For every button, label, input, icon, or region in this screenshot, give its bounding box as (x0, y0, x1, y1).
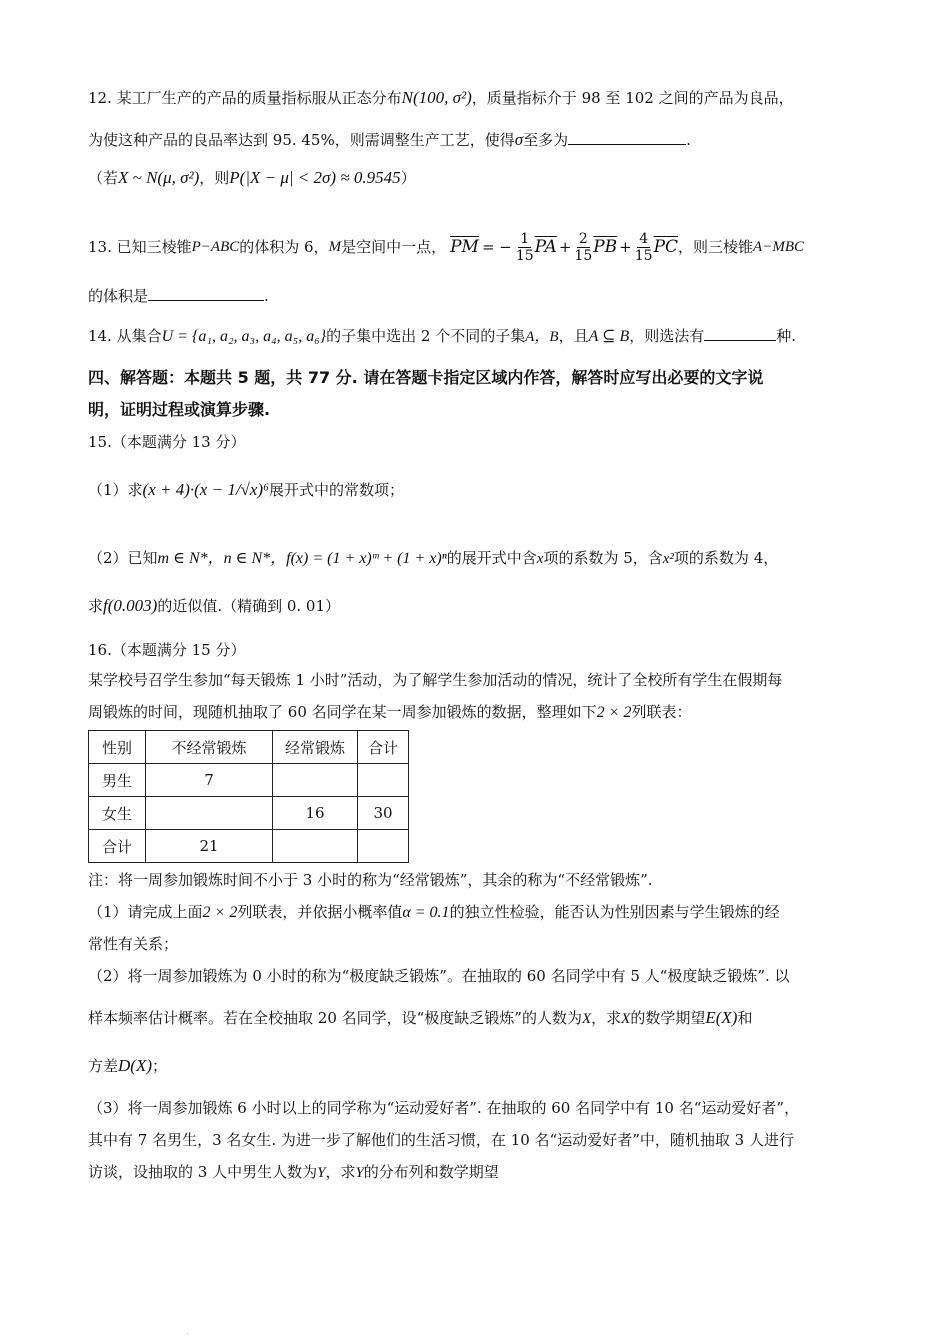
q15-p1-text-b: 展开式中的常数项； (268, 481, 404, 499)
q13-plus-1: + (558, 238, 572, 256)
table-cell: 7 (146, 764, 273, 797)
q13-pabc: P−ABC (191, 239, 240, 255)
q13-f1-den: 15 (515, 247, 534, 264)
q13-vector-pa: $\overline{PA}$ (534, 237, 557, 257)
q15-part1 (88, 480, 404, 500)
q12-hint-b: ，则 (199, 169, 230, 187)
q16-p3-text-b: ，求 (325, 1163, 356, 1181)
q12-hint-a: （若 (88, 169, 119, 187)
q16-p1-text-c: 的独立性检验，能否认为性别因素与学生锻炼的经 (449, 903, 780, 921)
q16-p2-variance: D(X) (118, 1056, 152, 1075)
footer-mark: · (186, 1330, 189, 1339)
q16-p1-alpha: α = 0.1 (402, 904, 450, 921)
table-header-cell: 不经常锻炼 (146, 731, 273, 764)
q16-part3-line3 (88, 1162, 499, 1183)
q14-text-a: 14. 从集合 (88, 327, 162, 345)
q15-p1-text-a: （1）求 (88, 481, 143, 499)
q13-fraction-3 (635, 231, 653, 264)
q13-m: M (328, 239, 342, 255)
contingency-table (88, 730, 409, 863)
q12-text-c: 为使这种产品的良品率达到 95. 45%，则需调整生产工艺，使得 (88, 131, 515, 149)
q16-p3-y: Y (317, 1165, 326, 1181)
q16-p2-text-c: 的数学期望 (630, 1009, 706, 1027)
q13-text-d: ，则三棱锥 (678, 238, 754, 256)
q16-p2-x2: X (621, 1011, 631, 1027)
section4-title-line1: 四、解答题：本题共 5 题，共 77 分. 请在答题卡指定区域内作答，解答时应写出必要的文字说 (88, 368, 764, 387)
q16-intro-line2 (88, 702, 691, 723)
q13-fraction-1 (516, 231, 534, 264)
table-header-cell: 性别 (89, 731, 146, 764)
table-cell: 合计 (89, 830, 146, 863)
q14-line (88, 326, 796, 347)
q16-part2-line3 (88, 1056, 167, 1076)
q15-p2-text-c: 项的系数为 5，含 (543, 549, 663, 567)
q12-period: . (686, 131, 691, 149)
q16-intro-line1: 某学校号召学生参加“每天锻炼 1 小时”活动，为了解学生参加活动的情况，统计了全校所有学生在假期每 (88, 671, 783, 689)
q15-part2 (88, 548, 778, 569)
q15-heading: 15.（本题满分 13 分） (88, 433, 246, 451)
q16-p2-text-a: 样本频率估计概率。若在全校抽取 20 名同学，设“极度缺乏锻炼”的人数为 (88, 1009, 582, 1027)
q16-p2-text-b: ，求 (591, 1009, 622, 1027)
q16-part2-line1: （2）将一周参加锻炼为 0 小时的称为“极度缺乏锻炼”。在抽取的 60 名同学中有 5 人“极度缺乏锻炼”. 以 (88, 967, 790, 985)
q12-hint (88, 168, 416, 188)
q16-p2-expectation: E(X) (705, 1008, 738, 1027)
table-cell[interactable] (358, 764, 409, 797)
q15-p2-x: x (536, 551, 544, 567)
q12-text-b: ，质量指标介于 98 至 102 之间的产品为良品， (471, 89, 794, 107)
table-header-cell: 合计 (358, 731, 409, 764)
q16-heading: 16.（本题满分 15 分） (88, 641, 246, 659)
q15-p2-text-d: 项的系数为 4， (673, 549, 779, 567)
q13-f3-num: 4 (639, 230, 649, 247)
q13-answer-blank[interactable] (148, 286, 264, 301)
q14-set: U = {a₁, a₂, a₃, a₄, a₅, a₆} (161, 328, 327, 345)
q16-part1-line1 (88, 902, 780, 923)
q16-intro2-a: 周锻炼的时间，现随机抽取了 60 名同学在某一周参加锻炼的数据，整理如下 (88, 703, 597, 721)
q15-p3-text-b: 的近似值.（精确到 0. 01） (157, 597, 341, 615)
table-header-cell: 经常锻炼 (273, 731, 358, 764)
q16-part3-line1: （3）将一周参加锻炼 6 小时以上的同学称为“运动爱好者”. 在抽取的 60 名同学中有 10 名“运动爱好者”， (88, 1099, 800, 1117)
q13-vector-pc: $\overline{PC}$ (653, 237, 679, 257)
q12-answer-blank[interactable] (568, 130, 686, 145)
q16-part2-line2 (88, 1008, 752, 1029)
q13-f2-num: 2 (578, 230, 588, 247)
q12-hint-c: ） (400, 169, 416, 187)
q16-p1-table-size: 2 × 2 (202, 904, 238, 921)
q14-answer-blank[interactable] (704, 326, 776, 341)
q16-part3-line2: 其中有 7 名男生，3 名女生. 为进一步了解他们的生活习惯，在 10 名“运动爱好者”中，随机抽取 3 人进行 (88, 1131, 794, 1149)
q14-ab: A，B (525, 329, 559, 345)
q13-text-a: 13. 已知三棱锥 (88, 238, 192, 256)
table-cell: 男生 (89, 764, 146, 797)
q14-text-b: 的子集中选出 2 个不同的子集 (326, 327, 526, 345)
q16-note: 注：将一周参加锻炼时间不小于 3 小时的称为“经常锻炼”，其余的称为“不经常锻炼”. (88, 871, 653, 889)
q13-text-c: 是空间中一点， (341, 238, 447, 256)
q13-equals: = − (481, 238, 512, 256)
q13-f1-num: 1 (520, 230, 530, 247)
q15-p2-text-b: 的展开式中含 (446, 549, 537, 567)
q16-p3-text-a: 访谈，设抽取的 3 人中男生人数为 (88, 1163, 318, 1181)
table-cell: 21 (146, 830, 273, 863)
q13-line2 (88, 286, 269, 306)
q13-text-e: 的体积是 (88, 287, 149, 305)
q12-hint-dist: X ~ N(μ, σ²) (118, 168, 200, 187)
q14-text-d: ，则选法有 (629, 327, 705, 345)
q15-p3-text-a: 求 (88, 597, 104, 615)
table-row (89, 764, 409, 797)
q16-p2-text-e: 方差 (88, 1057, 119, 1075)
q16-intro2-b: 列联表： (631, 703, 692, 721)
table-header-row (89, 731, 409, 764)
q16-p3-y2: Y (355, 1165, 364, 1181)
q13-text-b: 的体积为 6， (239, 238, 329, 256)
q16-p1-text-b: 列联表，并依据小概率值 (237, 903, 403, 921)
q12-text-a: 12. 某工厂生产的产品的质量指标服从正态分布 (88, 89, 402, 107)
table-cell: 30 (358, 797, 409, 830)
q13-fraction-2 (574, 231, 592, 264)
q13-f3-den: 15 (634, 247, 653, 264)
q15-part2-cont (88, 596, 340, 616)
table-cell: 女生 (89, 797, 146, 830)
q12-hint-prob: P(|X − μ| < 2σ) ≈ 0.9545 (229, 168, 401, 187)
q13-period: . (264, 287, 269, 305)
q16-p2-text-d: 和 (737, 1009, 753, 1027)
table-cell: 16 (273, 797, 358, 830)
q12-line1 (88, 88, 794, 108)
q15-p3-f: f(0.003) (103, 596, 158, 615)
q12-line2 (88, 130, 691, 150)
q13-f2-den: 15 (574, 247, 593, 264)
table-cell[interactable] (273, 830, 358, 863)
q15-p2-condition: m ∈ N*，n ∈ N*，f(x) = (1 + x)ᵐ + (1 + x)ⁿ (157, 550, 447, 567)
q13-line1 (88, 230, 804, 264)
table-cell[interactable] (273, 764, 358, 797)
q14-text-e: 种. (776, 327, 797, 345)
q15-p2-text-a: （2）已知 (88, 549, 158, 567)
q16-p1-text-a: （1）请完成上面 (88, 903, 203, 921)
q16-p3-text-c: 的分布列和数学期望 (363, 1163, 499, 1181)
q13-ambc: A−MBC (753, 239, 804, 255)
q16-intro2-table-size: 2 × 2 (596, 704, 632, 721)
q13-vector-pb: $\overline{PB}$ (593, 237, 618, 257)
q13-vector-pm: $\overline{PM}$ (450, 237, 479, 257)
table-cell[interactable] (358, 830, 409, 863)
q16-p2-x: X (581, 1011, 592, 1027)
q12-text-d: 至多为 (523, 131, 569, 149)
q14-subset: A ⊆ B (588, 328, 630, 345)
q14-text-c: ，且 (558, 327, 589, 345)
q16-part1-line2: 常性有关系； (88, 935, 179, 953)
table-row (89, 830, 409, 863)
table-row (89, 797, 409, 830)
section4-title-line2: 明，证明过程或演算步骤. (88, 400, 271, 419)
q13-plus-2: + (619, 238, 632, 256)
table-cell[interactable] (146, 797, 273, 830)
q12-sigma: σ (514, 130, 524, 149)
q15-p1-expression: (x + 4)·(x − 1/√x)⁶ (142, 480, 269, 499)
q12-distribution: N(100, σ²) (401, 88, 472, 107)
q15-p2-x2: x² (662, 551, 674, 567)
q16-p2-text-f: ； (152, 1057, 168, 1075)
